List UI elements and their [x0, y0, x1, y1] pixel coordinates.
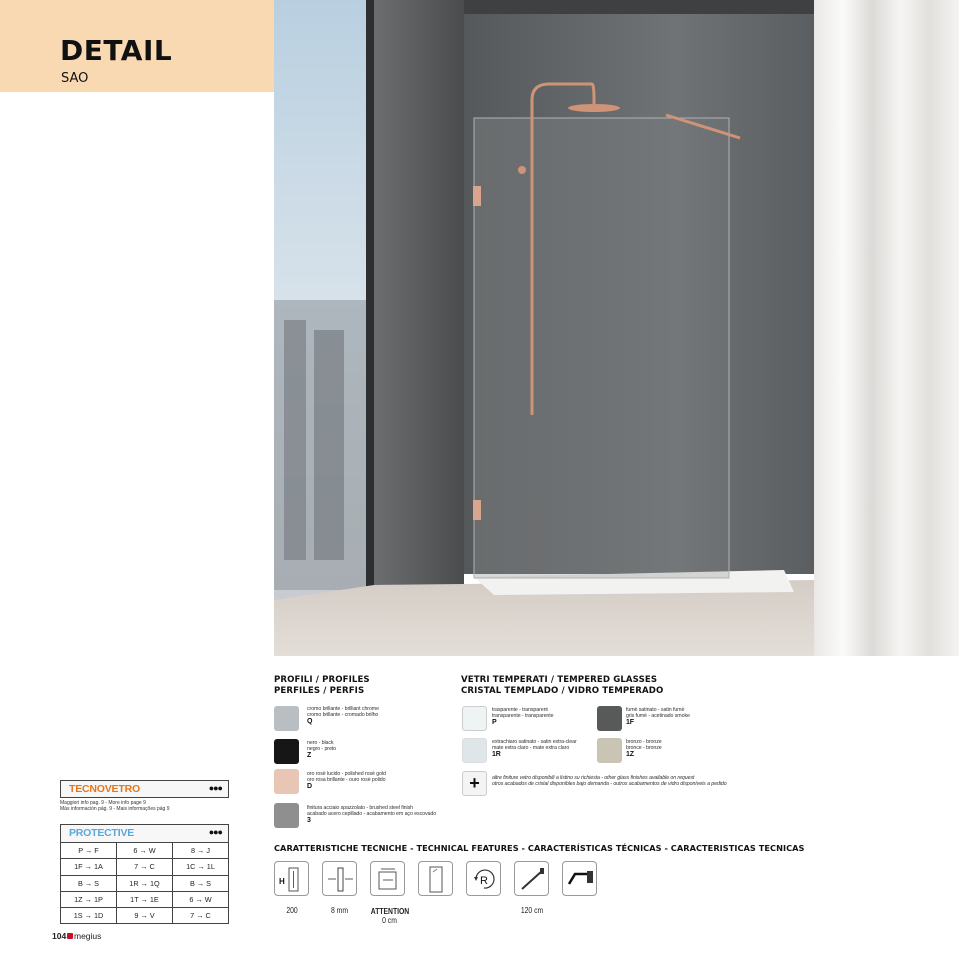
- glass-name: fumè satinato - satin fumè: [626, 707, 685, 713]
- glasses-heading-alt: CRISTAL TEMPLADO / VIDRO TEMPERADO: [461, 686, 664, 696]
- page-number: 104: [52, 931, 67, 941]
- table-cell: 9 → V: [116, 908, 172, 924]
- table-cell: 7 → C: [172, 908, 228, 924]
- protective-table: [60, 842, 229, 924]
- glass-name-alt: gris fumè - acetinado smoke: [626, 713, 690, 719]
- table-cell: B → S: [172, 875, 228, 891]
- tecnovetro-box: [60, 780, 229, 798]
- glass-label: [626, 739, 662, 759]
- table-cell: 6 → W: [116, 843, 172, 859]
- height-value: 200: [286, 906, 298, 915]
- profile-swatch-chrome: [274, 706, 299, 731]
- table-row: [61, 859, 229, 875]
- glass-label: [492, 707, 554, 727]
- protective-title: PROTECTIVE: [69, 827, 135, 839]
- profile-name: oro rosè lucido - polished rosè gold: [307, 771, 386, 777]
- profile-code: Z: [307, 752, 312, 759]
- table-cell: 8 → J: [172, 843, 228, 859]
- glass-panel-icon: [418, 861, 453, 896]
- glass-label: [492, 739, 577, 759]
- profile-name: nero - black: [307, 740, 334, 746]
- attention-value: 0 cm: [382, 916, 397, 925]
- protective-dots: ●●●: [208, 827, 222, 837]
- bar-length-value: 120 cm: [520, 906, 544, 915]
- technical-features-heading: CARATTERISTICHE TECNICHE - TECHNICAL FEATURES - CARACTERÍSTICAS TÉCNICAS - CARACTERISTICAS TECNICAS: [274, 843, 805, 853]
- profile-name-alt: oro rosa brillante - ouro rosè polido: [307, 777, 386, 783]
- table-row: [61, 908, 229, 924]
- header-block: [0, 0, 274, 92]
- protective-box: [60, 824, 229, 842]
- glass-note-line: altre finiture vetro disponibili a listino su richiesta - other glass finishes available on request: [492, 775, 695, 781]
- glass-name: trasparente - transparent: [492, 707, 548, 713]
- profiles-heading-alt: PERFILES / PERFIS: [274, 686, 365, 696]
- profile-swatch-rose-gold: [274, 769, 299, 794]
- profile-label: [307, 771, 386, 791]
- attention-label: ATTENTION: [370, 907, 410, 916]
- table-cell: B → S: [61, 875, 117, 891]
- glass-name: bronzo - bronze: [626, 739, 662, 745]
- profile-name-alt: cromo brillante - cromado brilho: [307, 712, 379, 718]
- glass-name: extrachiaro satinato - satin extra-clear: [492, 739, 577, 745]
- profile-label: [307, 706, 379, 726]
- profile-label: [307, 740, 336, 760]
- table-row: [61, 891, 229, 907]
- glass-note-line: otros acabados de cristal disponibles bajo demanda - outros acabamentos de vidro disponíveis a pedido: [492, 781, 727, 787]
- tecnovetro-note: Más información pág. 9 - Mais informações pág 9: [60, 806, 170, 812]
- glass-code: P: [492, 719, 497, 726]
- page-subtitle: SAO: [61, 71, 89, 86]
- table-row: [61, 843, 229, 859]
- wall-gap-icon: [370, 861, 405, 896]
- page-title: DETAIL: [60, 34, 173, 67]
- glass-swatch-transparent: [462, 706, 487, 731]
- glass-options-note: [492, 775, 727, 787]
- glass-swatch-satin-extra-clear: [462, 738, 487, 763]
- table-cell: 1R → 1Q: [116, 875, 172, 891]
- product-photo: [274, 0, 959, 656]
- table-cell: 1C → 1L: [172, 859, 228, 875]
- brand-logo-icon: [67, 933, 73, 939]
- tecnovetro-dots: ●●●: [208, 783, 222, 793]
- glass-name-alt: bronce - bronze: [626, 745, 662, 751]
- tecnovetro-note: Maggiori info pag. 9 - More info page 9: [60, 800, 146, 806]
- table-row: [61, 875, 229, 891]
- glass-swatch-satin-fume: [597, 706, 622, 731]
- table-cell: 1T → 1E: [116, 891, 172, 907]
- table-cell: 1F → 1A: [61, 859, 117, 875]
- tecnovetro-title: TECNOVETRO: [69, 783, 140, 795]
- glass-label: [626, 707, 690, 727]
- brand-name: megius: [74, 931, 102, 941]
- profile-code: D: [307, 783, 312, 790]
- thickness-value: 8 mm: [331, 906, 348, 915]
- profile-label: [307, 805, 436, 825]
- profile-name-alt: acabado acero cepillado - acabamento em aço escovado: [307, 811, 437, 817]
- height-icon-letter: H: [279, 877, 285, 886]
- profile-swatch-black: [274, 739, 299, 764]
- table-cell: 7 → C: [116, 859, 172, 875]
- shower-scene-illustration: [274, 0, 959, 656]
- thickness-icon: [322, 861, 357, 896]
- table-cell: 1Z → 1P: [61, 891, 117, 907]
- glass-code: 1R: [492, 751, 501, 758]
- glass-swatch-bronze: [597, 738, 622, 763]
- reversible-icon-letter: R: [480, 875, 488, 887]
- profile-name: finitura acciaio spazzolato - brushed steel finish: [307, 805, 413, 811]
- glass-code: 1Z: [626, 751, 634, 758]
- profile-code: 3: [307, 817, 311, 824]
- reversible-icon: [466, 861, 501, 896]
- profile-name: cromo brillante - brilliant chrome: [307, 706, 379, 712]
- glass-code: 1F: [626, 719, 634, 726]
- profile-code: Q: [307, 718, 313, 725]
- profile-swatch-brushed-steel: [274, 803, 299, 828]
- glasses-heading: VETRI TEMPERATI / TEMPERED GLASSES: [461, 675, 658, 685]
- glass-name-alt: mate extra claro - mate extra claro: [492, 745, 570, 751]
- height-icon: [274, 861, 309, 896]
- table-cell: P → F: [61, 843, 117, 859]
- shower-fitting-icon: [562, 861, 597, 896]
- profiles-heading: PROFILI / PROFILES: [274, 675, 370, 685]
- plus-icon: +: [462, 771, 487, 796]
- table-cell: 1S → 1D: [61, 908, 117, 924]
- table-cell: 6 → W: [172, 891, 228, 907]
- glass-name-alt: transparente - transparente: [492, 713, 554, 719]
- profile-name-alt: negro - preto: [307, 746, 337, 752]
- support-bar-icon: [514, 861, 549, 896]
